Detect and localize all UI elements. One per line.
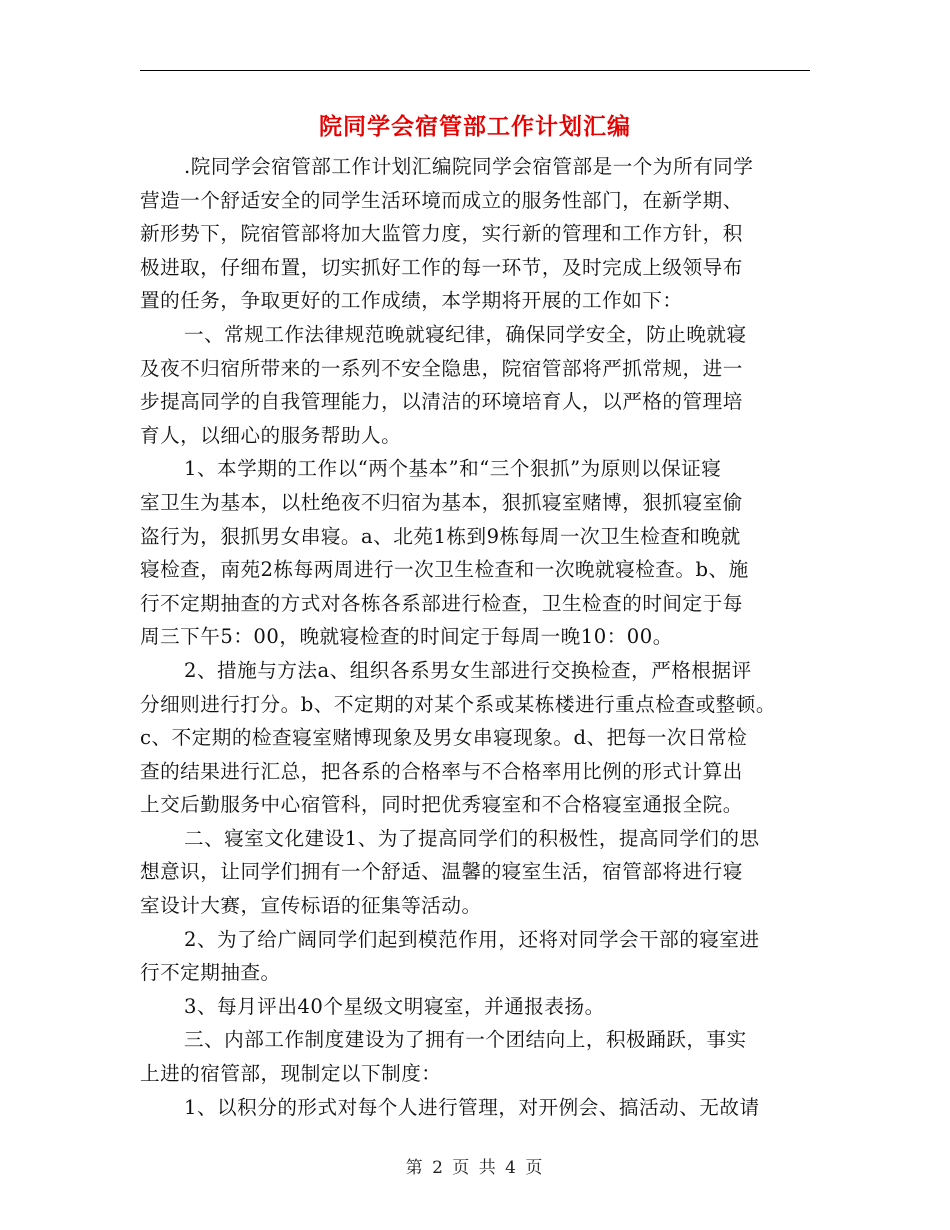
text-line: 室设计大赛，宣传标语的征集等活动。 xyxy=(140,894,482,918)
text-line: 新形势下，院宿管部将加大监管力度，实行新的管理和工作方针，积 xyxy=(140,222,743,246)
text-line: 分细则进行打分。b、不定期的对某个系或某栋楼进行重点检查或整顿。 xyxy=(140,692,776,716)
paragraph xyxy=(140,318,812,452)
paragraph xyxy=(140,150,812,318)
page-number: 第 2 页 共 4 页 xyxy=(405,1158,545,1178)
text-line: 查的结果进行汇总，把各系的合格率与不合格率用比例的形式计算出 xyxy=(140,759,743,783)
text-line: 周三下午5：00，晚就寝检查的时间定于每周一晚10：00。 xyxy=(140,625,673,649)
text-line: 行不定期抽查的方式对各栋各系部进行检查，卫生检查的时间定于每 xyxy=(140,591,743,615)
document-body xyxy=(140,150,812,1124)
paragraph xyxy=(140,822,812,923)
text-line: 三、内部工作制度建设为了拥有一个团结向上，积极踊跃，事实 xyxy=(184,1028,747,1052)
text-line: 及夜不归宿所带来的一系列不安全隐患，院宿管部将严抓常规，进一 xyxy=(140,356,743,380)
text-line: 想意识，让同学们拥有一个舒适、温馨的寝室生活，宿管部将进行寝 xyxy=(140,860,743,884)
text-line: 二、寝室文化建设1、为了提高同学们的积极性，提高同学们的思 xyxy=(184,826,760,850)
text-line: 育人，以细心的服务帮助人。 xyxy=(140,423,402,447)
text-line: 盗行为，狠抓男女串寝。a、北苑1栋到9栋每周一次卫生检查和晚就 xyxy=(140,524,741,548)
text-line: 2、为了给广阔同学们起到模范作用，还将对同学会干部的寝室进 xyxy=(184,927,760,951)
paragraph xyxy=(140,990,812,1024)
paragraph xyxy=(140,923,812,990)
paragraph xyxy=(140,1023,812,1090)
text-line: 营造一个舒适安全的同学生活环境而成立的服务性部门，在新学期、 xyxy=(140,188,743,212)
text-line: 2、措施与方法a、组织各系男女生部进行交换检查，严格根据评 xyxy=(184,658,752,682)
header-rule xyxy=(140,70,810,71)
text-line: 1、本学期的工作以“两个基本”和“三个狠抓”为原则以保证寝 xyxy=(184,457,722,481)
text-line: 1、以积分的形式对每个人进行管理，对开例会、搞活动、无故请 xyxy=(184,1095,760,1119)
text-line: 置的任务，争取更好的工作成绩，本学期将开展的工作如下： xyxy=(140,289,683,313)
text-line: 上交后勤服务中心宿管科，同时把优秀寝室和不合格寝室通报全院。 xyxy=(140,793,743,817)
paragraph xyxy=(140,452,812,654)
text-line: 3、每月评出40个星级文明寝室，并通报表扬。 xyxy=(184,994,605,1018)
text-line: 行不定期抽查。 xyxy=(140,961,281,985)
document-title: 院同学会宿管部工作计划汇编 xyxy=(319,114,631,140)
text-line: .院同学会宿管部工作计划汇编院同学会宿管部是一个为所有同学 xyxy=(184,155,754,178)
text-line: c、不定期的检查寝室赌博现象及男女串寝现象。d、把每一次日常检 xyxy=(140,726,748,750)
text-line: 寝检查，南苑2栋每两周进行一次卫生检查和一次晚就寝检查。b、施 xyxy=(140,558,749,582)
paragraph xyxy=(140,654,812,822)
text-line: 极进取，仔细布置，切实抓好工作的每一环节，及时完成上级领导布 xyxy=(140,255,743,279)
paragraph xyxy=(140,1091,812,1125)
text-line: 室卫生为基本，以杜绝夜不归宿为基本，狠抓寝室赌博，狠抓寝室偷 xyxy=(140,490,743,514)
text-line: 上进的宿管部，现制定以下制度： xyxy=(140,1062,442,1086)
text-line: 步提高同学的自我管理能力，以清洁的环境培育人，以严格的管理培 xyxy=(140,390,743,414)
text-line: 一、常规工作法律规范晚就寝纪律，确保同学安全，防止晚就寝 xyxy=(184,322,747,346)
